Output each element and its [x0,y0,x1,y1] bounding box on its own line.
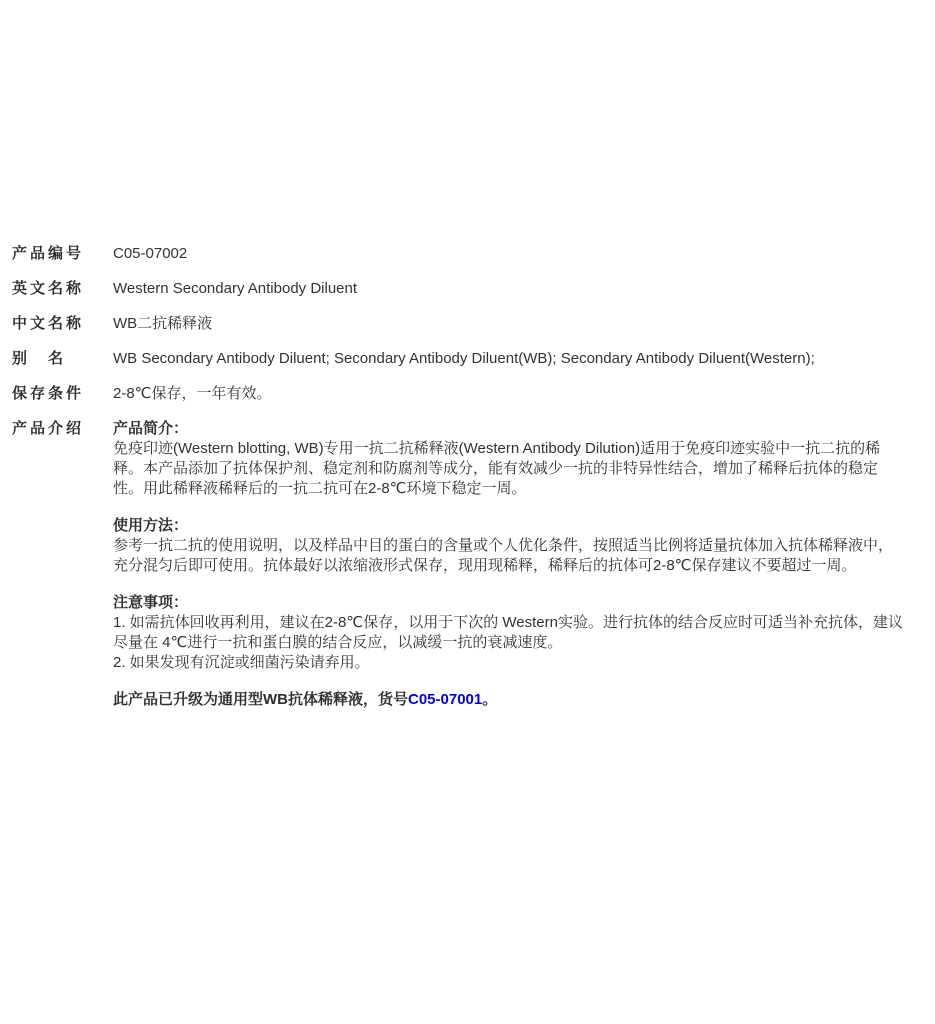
section-summary-body: 免疫印迹(Western blotting, WB)专用一抗二抗稀释液(Western Antibody Dilution)适用于免疫印迹实验中一抗二抗的稀释。本产品添加了抗体保护剂、稳定剂和防腐剂等成分，能有效减少一抗的非特异性结合，增加了稀释后抗体的稳定性。用此稀释液稀释后的一抗二抗可在2-8℃环境下稳定一周。 [113,440,881,497]
product-field-row-storage [12,384,907,404]
field-value-alias: WB Secondary Antibody Diluent; Secondary Antibody Diluent(WB); Secondary Antibody Diluent(Western); [113,350,815,367]
section-usage-body: 参考一抗二抗的使用说明，以及样品中目的蛋白的含量或个人优化条件，按照适当比例将适量抗体加入抗体稀释液中，充分混匀后即可使用。抗体最好以浓缩液形式保存，现用现稀释，稀释后的抗体可2-8℃保存建议不要超过一周。 [113,537,894,574]
upgrade-product-link[interactable]: C05-07001 [408,691,483,708]
field-value-storage: 2-8℃保存，一年有效。 [113,385,272,402]
product-field-row-alias [12,349,907,369]
field-label-storage: 保存条件 [12,385,85,402]
section-precautions-item-2: 2. 如果发现有沉淀或细菌污染请弃用。 [113,654,370,671]
field-value-english-name: Western Secondary Antibody Diluent [113,280,358,297]
field-label-alias: 别 名 [12,350,67,367]
upgrade-note [113,690,907,710]
field-label-product-code: 产品编号 [12,245,85,262]
product-detail-page [12,244,907,725]
upgrade-note-prefix: 此产品已升级为通用型WB抗体稀释液，货号 [113,691,408,708]
product-field-row-introduction [12,419,907,710]
section-summary [113,419,907,499]
field-label-chinese-name: 中文名称 [12,315,85,332]
upgrade-note-suffix: 。 [482,691,498,708]
field-value-product-code: C05-07002 [113,245,188,262]
field-label-english-name: 英文名称 [12,280,85,297]
section-precautions [113,593,907,673]
section-usage [113,516,907,576]
section-precautions-item-1: 1. 如需抗体回收再利用，建议在2-8℃保存，以用于下次的 Western实验。进行抗体的结合反应时可适当补充抗体，建议尽量在 4℃进行一抗和蛋白膜的结合反应，以减缓一抗的衰减速度。 [113,614,903,651]
product-field-row-chinese-name [12,314,907,334]
section-summary-heading: 产品简介： [113,420,189,437]
product-introduction [113,419,907,710]
section-precautions-heading: 注意事项： [113,594,189,611]
field-label-introduction: 产品介绍 [12,420,85,437]
section-usage-heading: 使用方法： [113,517,189,534]
field-value-chinese-name: WB二抗稀释液 [113,315,213,332]
product-field-row-code [12,244,907,264]
product-field-row-english-name [12,279,907,299]
